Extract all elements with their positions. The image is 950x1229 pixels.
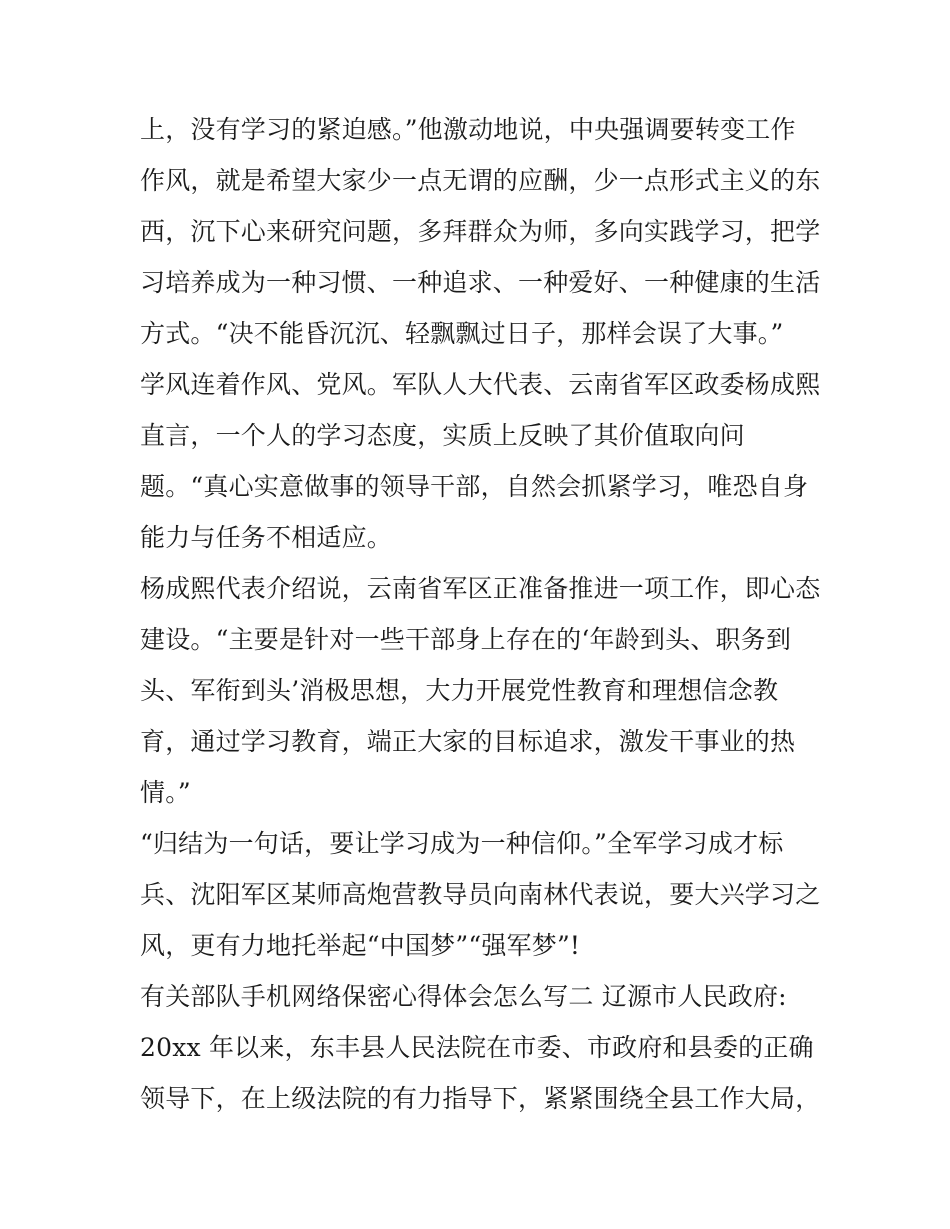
- text-line: 习培养成为一种习惯、一种追求、一种爱好、一种健康的生活: [140, 268, 821, 297]
- text-line: 直言，一个人的学习态度，实质上反映了其价值取向问: [140, 421, 745, 450]
- text-line: 作风，就是希望大家少一点无谓的应酬，少一点形式主义的东: [140, 166, 821, 195]
- text-line: 上，没有学习的紧迫感。”他激动地说，中央强调要转变工作: [140, 115, 796, 144]
- body-text: [140, 104, 820, 1124]
- text-line: 育，通过学习教育，端正大家的目标追求，激发干事业的热: [140, 727, 796, 756]
- text-line: 学风连着作风、党风。军队人大代表、云南省军区政委杨成熙: [140, 370, 821, 399]
- text-line: 能力与任务不相适应。: [140, 523, 393, 552]
- text-line: 头、军衔到头’消极思想，大力开展党性教育和理想信念教: [140, 676, 779, 705]
- text-line: 情。”: [140, 778, 191, 807]
- text-line: 题。“真心实意做事的领导干部，自然会抓紧学习，唯恐自身: [140, 472, 809, 501]
- text-line: 建设。“主要是针对一些干部身上存在的‘年龄到头、职务到: [140, 625, 792, 654]
- text-line: 兵、沈阳军区某师高炮营教导员向南林代表说，要大兴学习之: [140, 880, 821, 909]
- text-line: 领导下，在上级法院的有力指导下，紧紧围绕全县工作大局，: [140, 1084, 821, 1113]
- text-line: 20xx 年以来，东丰县人民法院在市委、市政府和县委的正确: [140, 1033, 814, 1062]
- text-line: 方式。“决不能昏沉沉、轻飘飘过日子，那样会误了大事。”: [140, 319, 784, 348]
- text-line: “归结为一句话，要让学习成为一种信仰。”全军学习成才标: [140, 829, 784, 858]
- text-line: 风，更有力地托举起“中国梦”“强军梦”!: [140, 931, 581, 960]
- text-line: 西，沉下心来研究问题，多拜群众为师，多向实践学习，把学: [140, 217, 821, 246]
- text-line: 杨成熙代表介绍说，云南省军区正准备推进一项工作，即心态: [140, 574, 821, 603]
- text-line: 有关部队手机网络保密心得体会怎么写二 辽源市人民政府:: [140, 982, 787, 1011]
